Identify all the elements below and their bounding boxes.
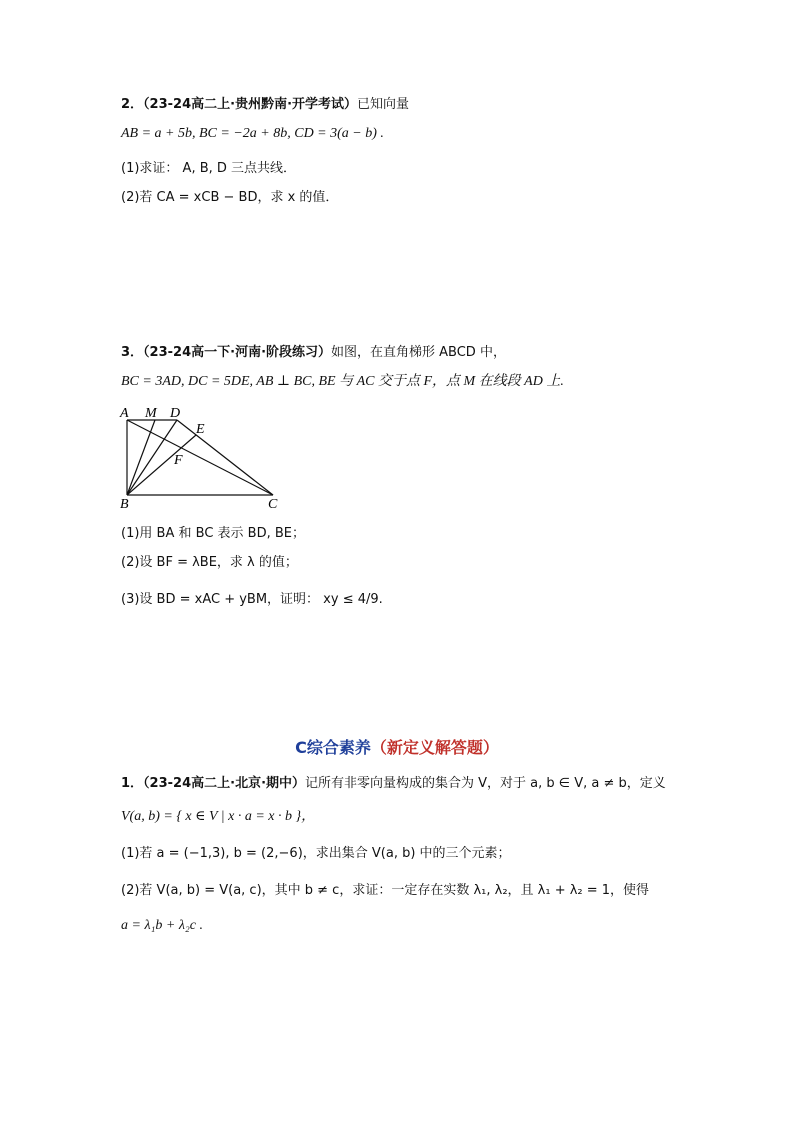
problem-3-part-2: (2)设 BF = λBE，求 λ 的值；	[121, 555, 298, 570]
problem-3-source: （23-24高一下·河南·阶段练习）	[143, 345, 332, 360]
segment-dc	[177, 420, 273, 495]
problem-2-heading	[121, 96, 409, 114]
label-m: M	[145, 406, 157, 421]
problem-3-part-1: (1)用 BA 和 BC 表示 BD, BE；	[121, 526, 305, 541]
problem-2-given: AB = a + 5b, BC = −2a + 8b, CD = 3(a − b) .	[121, 126, 384, 141]
problem-c1-heading	[121, 775, 666, 793]
problem-c1-definition: V(a, b) = { x ∈ V | x · a = x · b }，	[121, 809, 316, 824]
problem-2-source: （23-24高二上·贵州黔南·开学考试）	[143, 97, 358, 112]
label-d: D	[170, 406, 181, 421]
problem-3-number: 3．	[121, 345, 144, 360]
problem-3-given: BC = 3AD, DC = 5DE, AB ⊥ BC, BE 与 AC 交于点 F，点 M 在线段 AD 上.	[121, 374, 564, 389]
section-title-main: C综合素养	[295, 738, 371, 757]
problem-c1-number: 1．	[121, 776, 144, 791]
problem-3-intro: 如图，在直角梯形 ABCD 中，	[331, 345, 506, 360]
section-title-paren: （新定义解答题）	[370, 738, 499, 757]
segment-bm	[127, 420, 155, 495]
problem-c1-source: （23-24高二上·北京·期中）	[143, 776, 306, 791]
problem-c1-part-2-end: a = λ₁b + λ₂c .	[121, 918, 203, 933]
problem-c1-part-1: (1)若 a = (−1,3), b = (2,−6)，求出集合 V(a, b) 中的三个元素；	[121, 846, 511, 861]
trapezoid-figure	[110, 402, 310, 512]
label-f: F	[174, 453, 183, 468]
problem-2-part-1: (1)求证： A, B, D 三点共线．	[121, 161, 297, 176]
problem-2-intro: 已知向量	[357, 97, 410, 112]
problem-c1-intro: 记所有非零向量构成的集合为 V，对于 a, b ∈ V, a ≠ b，定义	[305, 776, 666, 791]
problem-3-part-3: (3)设 BD = xAC + yBM，证明： xy ≤ 4/9.	[121, 592, 383, 607]
problem-c1-part-2: (2)若 V(a, b) = V(a, c)，其中 b ≠ c，求证：一定存在实数 λ₁, λ₂，且 λ₁ + λ₂ = 1，使得	[121, 883, 650, 898]
problem-2-number: 2．	[121, 97, 144, 112]
label-c: C	[268, 497, 278, 512]
section-title	[0, 737, 794, 759]
label-e: E	[196, 422, 205, 437]
problem-2-part-2: (2)若 CA = xCB − BD，求 x 的值．	[121, 190, 339, 205]
problem-3-heading	[121, 344, 506, 362]
label-b: B	[120, 497, 129, 512]
label-a: A	[120, 406, 129, 421]
